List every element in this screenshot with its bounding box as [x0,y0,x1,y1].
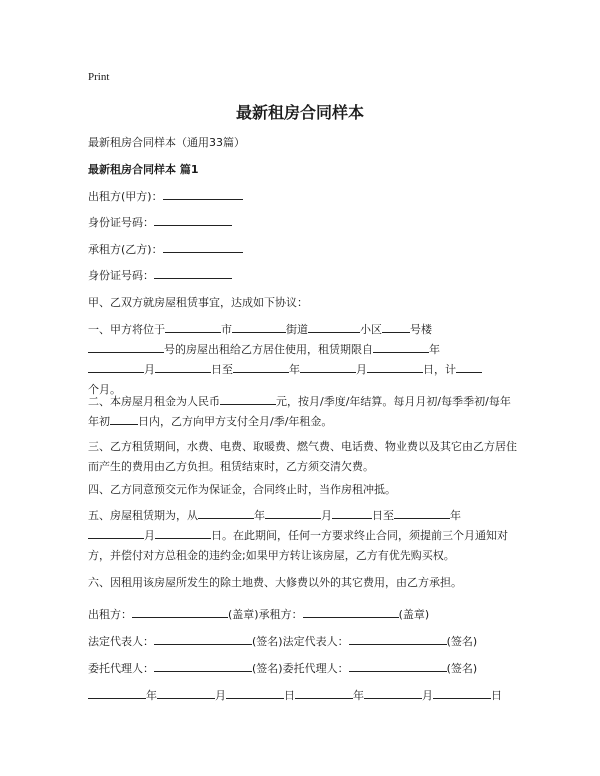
clause1-text-a: 一、甲方将位于 [88,323,165,336]
lessee-id-label: 身份证号码： [88,269,154,282]
blank [433,686,491,699]
clause5-text-e: 年 [450,509,461,522]
date-y2: 年 [353,689,364,702]
sig-seal1-label: (盖章)承租方： [228,608,303,621]
date-m2: 月 [422,689,433,702]
clause1-text-l: 日，计 [423,363,456,376]
clause-5 [88,506,518,566]
blank [165,320,221,333]
sig-sign2-label: (签名) [446,635,478,648]
blank [154,659,252,672]
lessee-blank [163,240,243,253]
clause-3: 三、乙方租赁期间，水费、电费、取暖费、燃气费、电话费、物业费以及其它由乙方居住而产生的费用由乙方负担。租赁结束时，乙方须交清欠费。 [88,440,517,473]
clause5-text-d: 日至 [372,509,394,522]
sig-sign3-label: (签名)委托代理人： [252,662,349,675]
clause1-text-b: 市 [221,323,232,336]
lessee-id-line [88,266,232,286]
blank [155,360,211,373]
blank [367,360,423,373]
blank [88,360,144,373]
blank [382,320,410,333]
lessor-id-label: 身份证号码： [88,216,154,229]
clause5-text-c: 月 [321,509,332,522]
clause-1 [88,320,518,400]
blank [332,506,372,519]
blank [88,526,144,539]
document-subtitle: 最新租房合同样本（通用33篇） [88,136,245,149]
print-label[interactable]: Print [88,71,110,83]
blank [155,526,211,539]
blank [295,686,353,699]
clause1-text-j: 年 [289,363,300,376]
blank [233,360,289,373]
clause5-text-b: 年 [254,509,265,522]
clause2-text-c: 日内，乙方向甲方支付全月/季/年租金。 [138,415,333,428]
blank [303,605,399,618]
blank [349,632,447,645]
clause1-text-d: 小区 [360,323,382,336]
clause1-text-c: 街道 [286,323,308,336]
lessor-blank [163,187,243,200]
clause5-text-g: 日。在此期间，任何一方要求终止合同，须提前三个月通知对方，并偿付对方总租金的违约金;如果甲方转让该房屋，乙方有优先购买权。 [88,529,508,562]
sig-lessor-label: 出租方： [88,608,132,621]
section-heading: 最新租房合同样本 篇1 [88,163,199,176]
blank [132,605,228,618]
blank [364,686,422,699]
clause1-text-i: 日至 [211,363,233,376]
blank [88,340,164,353]
clause2-text-b: 元，按月/季度/年结算。每月月初/每季季初/每年年初 [88,395,511,428]
blank [308,320,360,333]
clause1-text-f: 号的房屋出租给乙方居住使用，租赁期限自 [164,343,373,356]
clause1-text-h: 月 [144,363,155,376]
blank [349,659,447,672]
date-y1: 年 [146,689,157,702]
clause-6: 六、因租用该房屋所发生的除土地费、大修费以外的其它费用，由乙方承担。 [88,576,462,589]
document-title: 最新租房合同样本 [235,103,364,122]
clause1-text-e: 号楼 [410,323,432,336]
lessor-id-blank [154,213,232,226]
sig-agent1-label: 委托代理人： [88,662,154,675]
blank [373,340,429,353]
date-d2: 日 [491,689,502,702]
blank [220,392,276,405]
clause5-text-f: 月 [144,529,155,542]
date-d1: 日 [284,689,295,702]
blank [265,506,321,519]
signature-agent-row [88,659,477,679]
clause5-text-a: 五、房屋租赁期为，从 [88,509,198,522]
clause1-text-g: 年 [429,343,440,356]
blank [110,412,138,425]
blank [232,320,286,333]
lessee-line [88,240,243,260]
clause-2 [88,392,518,432]
blank [226,686,284,699]
sig-seal2-label: (盖章) [398,608,430,621]
lessor-label: 出租方(甲方)： [88,190,163,203]
blank [300,360,356,373]
clause1-text-m: 个月。 [88,383,121,396]
lessor-line [88,187,243,207]
blank [157,686,215,699]
signature-legal-row [88,632,477,652]
clause1-text-k: 月 [356,363,367,376]
date-m1: 月 [215,689,226,702]
blank [88,686,146,699]
signature-lessor-row [88,605,429,625]
lessee-id-blank [154,266,232,279]
blank [198,506,254,519]
blank [456,360,482,373]
blank [394,506,450,519]
clause2-text-a: 二、本房屋月租金为人民币 [88,395,220,408]
sig-sign1-label: (签名)法定代表人： [252,635,349,648]
intro-text: 甲、乙双方就房屋租赁事宜，达成如下协议： [88,296,308,309]
lessor-id-line [88,213,232,233]
clause-4: 四、乙方同意预交元作为保证金，合同终止时，当作房租冲抵。 [88,483,396,496]
sig-sign4-label: (签名) [446,662,478,675]
lessee-label: 承租方(乙方)： [88,243,163,256]
sig-legal1-label: 法定代表人： [88,635,154,648]
date-row [88,686,502,706]
blank [154,632,252,645]
